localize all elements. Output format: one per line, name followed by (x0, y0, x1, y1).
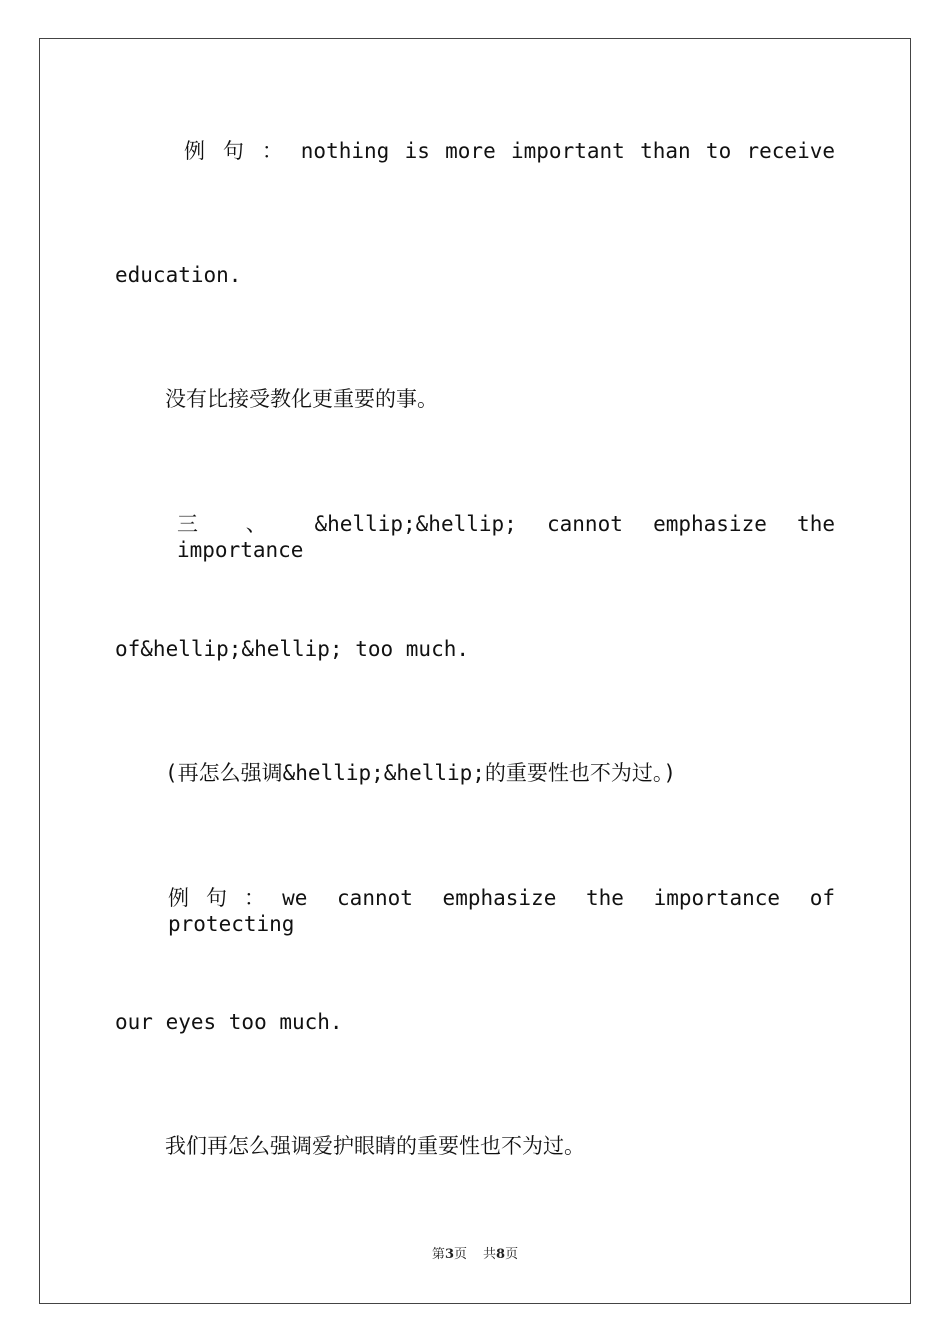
page-border (39, 38, 911, 1304)
footer-page-suffix: 页 (453, 1247, 467, 1262)
footer-page-prefix: 第 (431, 1247, 445, 1262)
example-sentence-2: 例句：we cannot emphasize the importance of protecting (168, 886, 835, 936)
example-sentence-2-continued: our eyes too much. (115, 1010, 343, 1034)
footer-total-prefix: 共 (483, 1247, 497, 1262)
example-sentence-1-continued: education. (115, 263, 242, 287)
translation-2: 我们再怎么强调爱护眼睛的重要性也不为过。 (165, 1134, 585, 1158)
heading-three-translation: (再怎么强调&hellip;&hellip;的重要性也不为过。) (165, 761, 677, 785)
example-sentence-1: 例 句 ： nothing is more important than to receive (184, 139, 835, 163)
heading-three: 三 、 &hellip;&hellip; cannot emphasize the importance (177, 512, 835, 562)
footer-total-suffix: 页 (505, 1247, 519, 1262)
translation-1: 没有比接受教化更重要的事。 (165, 387, 438, 411)
footer-total-pages: 8 (496, 1247, 506, 1262)
heading-three-continued: of&hellip;&hellip; too much. (115, 637, 470, 661)
footer-page-number: 3 (444, 1247, 454, 1262)
page-footer (0, 1246, 950, 1264)
